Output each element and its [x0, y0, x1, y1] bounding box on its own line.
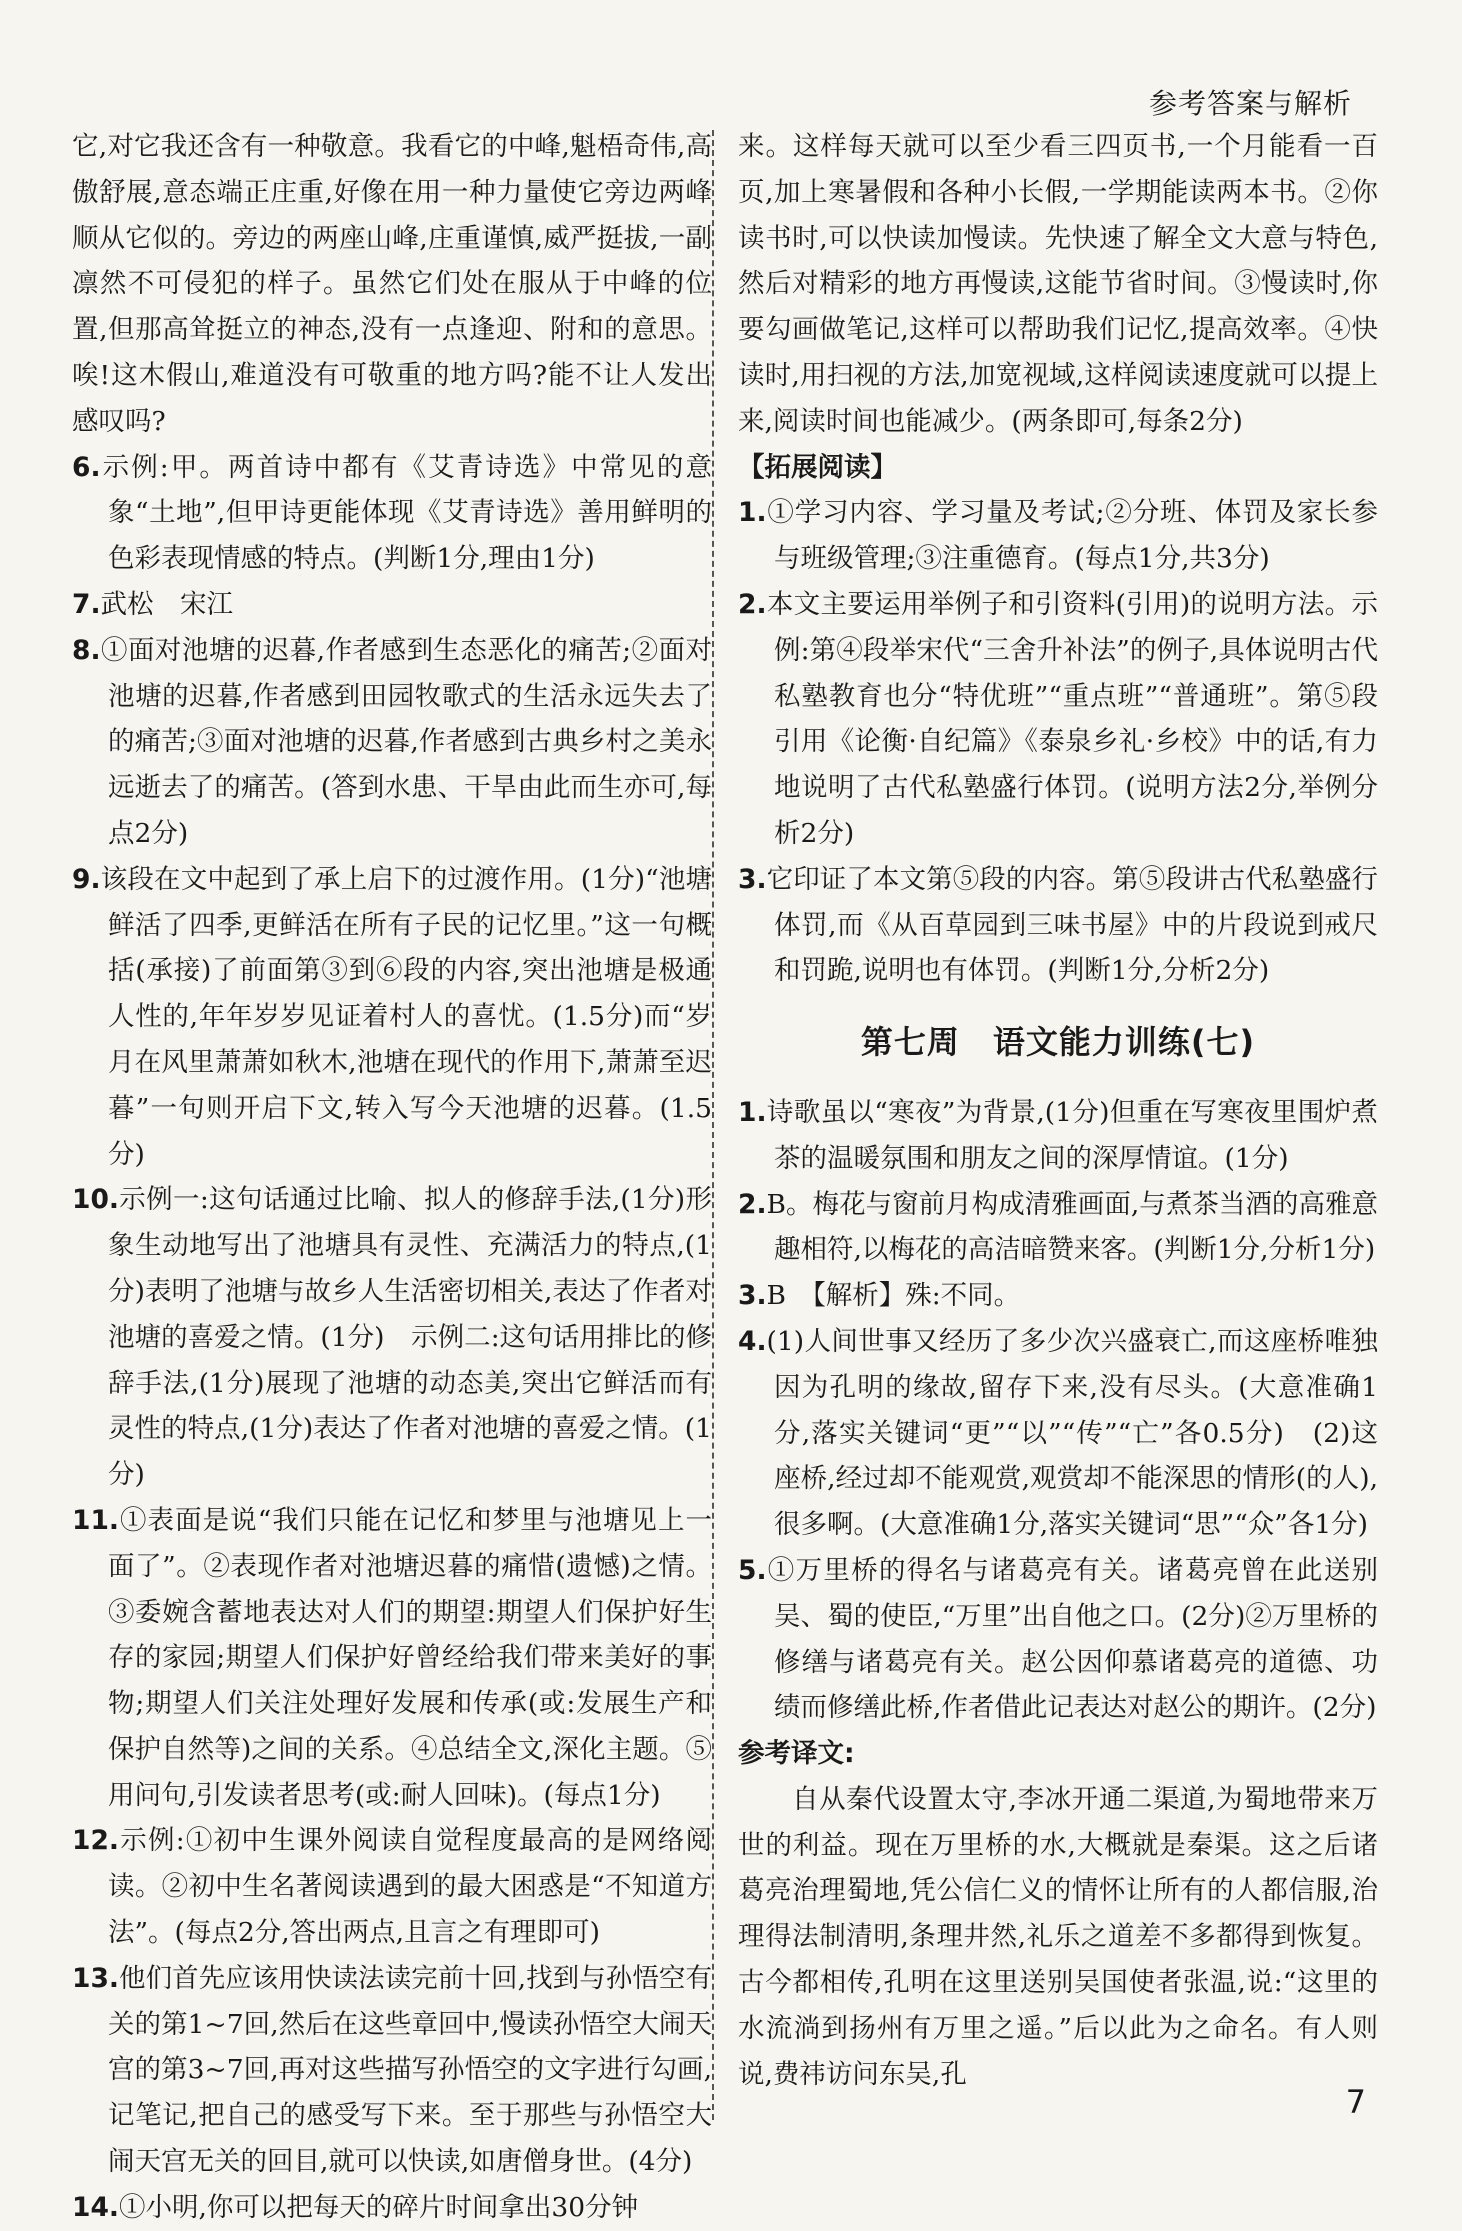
answer-text: (1)人间世事又经历了多少次兴盛衰亡,而这座桥唯独因为孔明的缘故,留存下来,没有尽头。(大意准确1分,落实关键词“更”“以”“传”“亡”各0.5分) (2)这座桥,经过却不能观赏,观赏却不能深思的情形(的人),很多啊。(大意准确1分,落实关键词“思”“众”各1分)	[766, 1325, 1378, 1541]
answer-number: 3.	[738, 863, 767, 895]
column-divider	[712, 130, 714, 2120]
answer-number: 10.	[72, 1184, 119, 1216]
reference-translation-label: 参考译文:	[738, 1738, 855, 1770]
answer-item	[72, 628, 712, 857]
answer-item	[72, 1956, 712, 2185]
answer-text: 诗歌虽以“寒夜”为背景,(1分)但重在写寒夜里围炉煮茶的温暖氛围和朋友之间的深厚情谊。(1分)	[766, 1096, 1378, 1174]
answer-number: 1.	[738, 497, 767, 529]
answer-item	[738, 582, 1378, 857]
answer-text: 示例:甲。两首诗中都有《艾青诗选》中常见的意象“土地”,但甲诗更能体现《艾青诗选》善用鲜明的色彩表现情感的特点。(判断1分,理由1分)	[100, 451, 712, 575]
answer-item	[72, 857, 712, 1178]
answer-number: 2.	[738, 588, 767, 620]
answer-item	[738, 1090, 1378, 1182]
answer-text: ①表面是说“我们只能在记忆和梦里与池塘见上一面了”。②表现作者对池塘迟暮的痛惜(遗憾)之情。③委婉含蓄地表达对人们的期望:期望人们保护好生存的家园;期望人们保护好曾经给我们带来美好的事物;期望人们关注处理好发展和传承(或:发展生产和保护自然等)之间的关系。④总结全文,深化主题。⑤用问句,引发读者思考(或:耐人回味)。(每点1分)	[108, 1504, 712, 1811]
page-number: 7	[1345, 2083, 1366, 2121]
answer-text: B 【解析】殊:不同。	[766, 1280, 1021, 1312]
answer-number: 13.	[72, 1962, 119, 1994]
answer-number: 4.	[738, 1325, 767, 1357]
answer-text: 它印证了本文第⑤段的内容。第⑤段讲古代私塾盛行体罚,而《从百草园到三味书屋》中的片段说到戒尺和罚跪,说明也有体罚。(判断1分,分析2分)	[766, 863, 1378, 987]
answer-item	[72, 445, 712, 582]
answer-text: 示例:①初中生课外阅读自觉程度最高的是网络阅读。②初中生名著阅读遇到的最大困惑是“不知道方法”。(每点2分,答出两点,且言之有理即可)	[108, 1825, 712, 1949]
right-column	[738, 124, 1378, 2097]
answer-number: 14.	[72, 2191, 119, 2223]
answer-number: 2.	[738, 1188, 767, 1220]
week-title: 第七周 语文能力训练(七)	[860, 1023, 1256, 1062]
answer-item	[72, 582, 712, 628]
left-column	[72, 124, 712, 2231]
answer-text: 他们首先应该用快读法读完前十回,找到与孙悟空有关的第1~7回,然后在这些章回中,慢读孙悟空大闹天宫的第3~7回,再对这些描写孙悟空的文字进行勾画,记笔记,把自己的感受写下来。至于那些与孙悟空大闹天宫无关的回目,就可以快读,如唐僧身世。(4分)	[108, 1962, 712, 2178]
answer-text: B。梅花与窗前月构成清雅画面,与煮茶当酒的高雅意趣相符,以梅花的高洁暗赞来客。(判断1分,分析1分)	[766, 1188, 1378, 1266]
left-answer-list	[72, 445, 712, 2231]
answer-number: 12.	[72, 1825, 119, 1857]
continued-paragraph: 来。这样每天就可以至少看三四页书,一个月能看一百页,加上寒暑假和各种小长假,一学期能读两本书。②你读书时,可以快读加慢读。先快速了解全文大意与特色,然后对精彩的地方再慢读,这能节省时间。③慢读时,你要勾画做笔记,这样可以帮助我们记忆,提高效率。④快读时,用扫视的方法,加宽视域,这样阅读速度就可以提上来,阅读时间也能减少。(两条即可,每条2分)	[738, 131, 1378, 437]
answer-text: 武松 宋江	[100, 588, 234, 620]
answer-text: 本文主要运用举例子和引资料(引用)的说明方法。示例:第④段举宋代“三舍升补法”的例子,具体说明古代私塾教育也分“特优班”“重点班”“普通班”。第⑤段引用《论衡·自纪篇》《泰泉乡礼·乡校》中的话,有力地说明了古代私塾盛行体罚。(说明方法2分,举例分析2分)	[766, 588, 1378, 849]
answer-item	[738, 1273, 1378, 1319]
answer-number: 9.	[72, 863, 101, 895]
answer-item	[738, 857, 1378, 994]
answer-item	[738, 1319, 1378, 1548]
answer-item	[72, 2185, 712, 2231]
answer-item	[738, 490, 1378, 582]
answer-item	[738, 1548, 1378, 1731]
answer-text: ①万里桥的得名与诸葛亮有关。诸葛亮曾在此送别吴、蜀的使臣,“万里”出自他之口。(2分)②万里桥的修缮与诸葛亮有关。赵公因仰慕诸葛亮的道德、功绩而修缮此桥,作者借此记表达对赵公的期许。(2分)	[766, 1554, 1378, 1724]
answer-text: ①小明,你可以把每天的碎片时间拿出30分钟	[118, 2191, 639, 2223]
answer-text: ①面对池塘的迟暮,作者感到生态恶化的痛苦;②面对池塘的迟暮,作者感到田园牧歌式的生活永远失去了的痛苦;③面对池塘的迟暮,作者感到古典乡村之美永远逝去了的痛苦。(答到水患、干旱由此而生亦可,每点2分)	[100, 634, 712, 849]
extension-answer-list	[738, 490, 1378, 994]
answer-text: 示例一:这句话通过比喻、拟人的修辞手法,(1分)形象生动地写出了池塘具有灵性、充满活力的特点,(1分)表明了池塘与故乡人生活密切相关,表达了作者对池塘的喜爱之情。(1分) 示例二:这句话用排比的修辞手法,(1分)展现了池塘的动态美,突出它鲜活而有灵性的特点,(1分)表达了作者对池塘的喜爱之情。(1分)	[108, 1184, 712, 1491]
answer-item	[72, 1498, 712, 1819]
answer-item	[72, 1177, 712, 1498]
translation-paragraph: 自从秦代设置太守,李冰开通二渠道,为蜀地带来万世的利益。现在万里桥的水,大概就是秦渠。这之后诸葛亮治理蜀地,凭公信仁义的情怀让所有的人都信服,治理得法制清明,条理井然,礼乐之道差不多都得到恢复。古今都相传,孔明在这里送别吴国使者张温,说:“这里的水流淌到扬州有万里之遥。”后以此为之命名。有人则说,费祎访问东吴,孔	[738, 1783, 1378, 2090]
week-answer-list	[738, 1090, 1378, 1731]
answer-number: 8.	[72, 634, 101, 666]
answer-number: 3.	[738, 1280, 767, 1312]
answer-item	[72, 1818, 712, 1955]
answer-text: 该段在文中起到了承上启下的过渡作用。(1分)“池塘鲜活了四季,更鲜活在所有子民的记忆里。”这一句概括(承接)了前面第③到⑥段的内容,突出池塘是极通人性的,年年岁岁见证着村人的喜忧。(1.5分)而“岁月在风里萧萧如秋木,池塘在现代的作用下,萧萧至迟暮”一句则开启下文,转入写今天池塘的迟暮。(1.5分)	[100, 863, 712, 1170]
section-label: 【拓展阅读】	[738, 451, 897, 483]
answer-item	[738, 1182, 1378, 1274]
answer-number: 7.	[72, 588, 101, 620]
answer-number: 11.	[72, 1504, 119, 1536]
intro-paragraph: 它,对它我还含有一种敬意。我看它的中峰,魁梧奇伟,高傲舒展,意态端正庄重,好像在用一种力量使它旁边两峰顺从它似的。旁边的两座山峰,庄重谨慎,威严挺拔,一副凛然不可侵犯的样子。虽然它们处在服从于中峰的位置,但那高耸挺立的神态,没有一点逢迎、附和的意思。唉!这木假山,难道没有可敬重的地方吗?能不让人发出感叹吗?	[72, 131, 712, 437]
answer-text: ①学习内容、学习量及考试;②分班、体罚及家长参与班级管理;③注重德育。(每点1分,共3分)	[766, 497, 1378, 575]
answer-number: 6.	[72, 451, 101, 483]
answer-number: 5.	[738, 1554, 767, 1586]
page-header: 参考答案与解析	[1148, 87, 1352, 120]
answer-number: 1.	[738, 1096, 767, 1128]
